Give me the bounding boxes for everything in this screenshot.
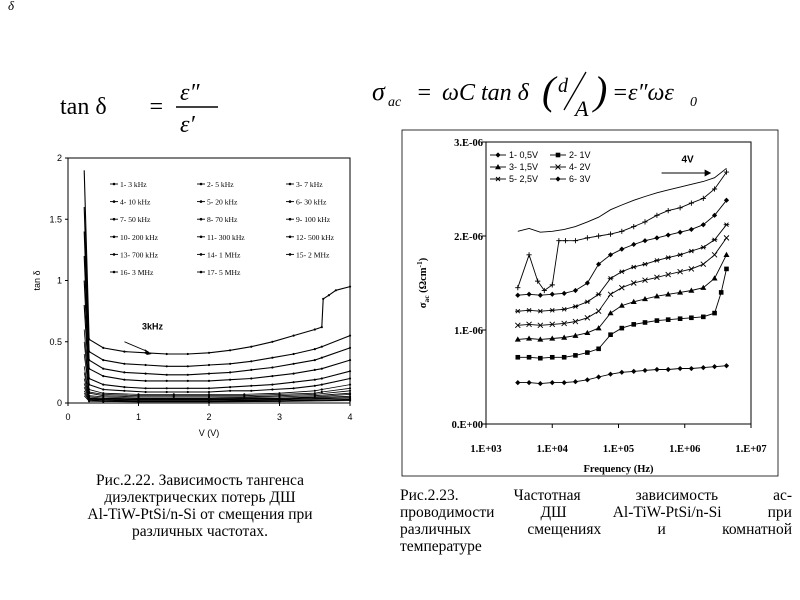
- caption-word: температуре: [400, 538, 482, 555]
- data-point: [145, 380, 147, 382]
- legend-label: 6- 30 kHz: [296, 197, 327, 207]
- y-axis-label-sup: -1: [415, 261, 424, 268]
- x-tick-label: 1.E+07: [735, 444, 767, 455]
- data-point: [145, 364, 147, 366]
- data-point: [187, 380, 189, 382]
- data-point: [166, 387, 168, 389]
- formula-omega-c: ωC tan δ: [442, 80, 529, 106]
- data-point: [666, 317, 671, 322]
- sigma-ac-chart: [400, 128, 780, 480]
- caption-word: Частотная: [513, 487, 581, 504]
- caption-word: ас-: [773, 487, 792, 504]
- data-point: [314, 328, 316, 330]
- caption-right-line-3: [400, 521, 792, 538]
- caption-word: комнатной: [722, 521, 792, 538]
- legend-marker: [113, 253, 116, 256]
- data-point: [596, 347, 601, 352]
- y-axis-label-main: σ: [418, 302, 429, 309]
- formula-denominator: ε′: [180, 112, 195, 138]
- data-point: [349, 400, 351, 402]
- data-point: [137, 401, 139, 403]
- data-point: [314, 390, 316, 392]
- data-point: [335, 289, 337, 291]
- x-tick-label: 2: [206, 412, 212, 422]
- data-point: [229, 363, 231, 365]
- data-point: [250, 369, 252, 371]
- formula-rhs: ε″ωε: [628, 80, 674, 106]
- legend-marker: [113, 218, 116, 221]
- data-point: [229, 390, 231, 392]
- data-point: [208, 373, 210, 375]
- caption-word: проводимости: [400, 504, 495, 521]
- legend-label: 8- 70 kHz: [207, 215, 238, 225]
- legend-marker: [113, 236, 116, 239]
- x-tick-label: 1: [135, 412, 142, 422]
- caption-word: и: [657, 521, 666, 538]
- data-point: [208, 352, 210, 354]
- legend-marker: [200, 218, 203, 221]
- data-point: [701, 315, 706, 320]
- legend-label: 10- 200 kHz: [120, 232, 158, 242]
- legend-label: 15- 2 MHz: [296, 250, 330, 260]
- legend-marker: [289, 218, 292, 221]
- formula-paren-open: (: [542, 68, 556, 113]
- data-point: [208, 391, 210, 393]
- x-axis-label: V (V): [198, 428, 220, 438]
- legend-label: 13- 700 kHz: [120, 250, 158, 260]
- formula-rhs-sub: 0: [690, 95, 697, 110]
- data-point: [145, 373, 147, 375]
- data-point: [314, 385, 316, 387]
- data-point: [166, 353, 168, 355]
- plot-border: [486, 142, 751, 424]
- legend-label: 6- 3V: [569, 174, 591, 184]
- data-point: [145, 391, 147, 393]
- formula-sigma: σ: [372, 77, 385, 106]
- data-point: [208, 387, 210, 389]
- caption-right-line-4: [400, 538, 792, 555]
- data-point: [208, 401, 210, 403]
- legend-label: 2- 1V: [569, 150, 591, 160]
- y-tick-label: 0.E+00: [451, 420, 483, 431]
- y-tick-label: 1.5: [49, 214, 62, 225]
- data-point: [187, 374, 189, 376]
- y-tick-label: 0.5: [49, 336, 62, 347]
- data-point: [123, 386, 125, 388]
- legend-marker: [289, 236, 292, 239]
- y-axis-label-sub: ac: [422, 295, 431, 303]
- legend-marker: [289, 200, 292, 203]
- data-point: [123, 371, 125, 373]
- data-point: [250, 346, 252, 348]
- y-axis-label: [415, 257, 431, 308]
- tan-delta-plot-frame: [68, 158, 350, 403]
- data-point: [724, 267, 729, 272]
- data-point: [278, 400, 280, 402]
- data-point: [321, 388, 323, 390]
- data-point: [173, 396, 175, 398]
- formula-sigma-ac: [372, 62, 702, 127]
- data-point: [293, 381, 295, 383]
- formula-numerator: ε″: [180, 80, 200, 106]
- data-point: [166, 391, 168, 393]
- data-point: [314, 369, 316, 371]
- legend-label: 11- 300 kHz: [207, 232, 245, 242]
- y-tick-label: 1: [56, 275, 62, 286]
- data-point: [102, 347, 104, 349]
- data-point: [88, 400, 90, 402]
- data-point: [349, 347, 351, 349]
- formula-a: A: [575, 96, 589, 121]
- caption-word: Al-TiW-PtSi/n-Si: [612, 504, 722, 521]
- data-point: [527, 355, 532, 360]
- data-point: [608, 332, 613, 337]
- data-point: [271, 341, 273, 343]
- data-point: [321, 384, 323, 386]
- data-point: [271, 375, 273, 377]
- caption-left-line: Al-TiW-PtSi/n-Si от смещения при: [87, 506, 313, 523]
- annotation-4v: 4V: [681, 154, 694, 166]
- data-point: [123, 379, 125, 381]
- data-point: [349, 370, 351, 372]
- data-point: [550, 355, 555, 360]
- data-point: [314, 379, 316, 381]
- caption-word: смещениях: [527, 521, 602, 538]
- legend-marker: [113, 183, 116, 186]
- formula-lhs: tan δ: [60, 94, 107, 120]
- data-point: [123, 351, 125, 353]
- x-tick-label: 1.E+04: [536, 444, 568, 455]
- data-point: [187, 387, 189, 389]
- caption-right-line-1: [400, 487, 792, 504]
- data-point: [123, 390, 125, 392]
- formula-d: d: [558, 75, 568, 97]
- legend-label: 3- 1,5V: [509, 162, 539, 172]
- data-point: [187, 365, 189, 367]
- data-point: [102, 388, 104, 390]
- data-point: [123, 363, 125, 365]
- data-point: [712, 311, 717, 316]
- data-point: [321, 346, 323, 348]
- legend-label: 16- 3 MHz: [120, 268, 154, 277]
- data-point: [328, 294, 330, 296]
- data-point: [562, 355, 567, 360]
- x-tick-label: 1.E+06: [669, 444, 701, 455]
- data-point: [102, 368, 104, 370]
- data-point: [631, 322, 636, 327]
- data-point: [166, 380, 168, 382]
- legend-label: 4- 2V: [569, 162, 591, 172]
- legend-label: 1- 3 kHz: [120, 180, 147, 189]
- corner-symbol: δ: [8, 0, 15, 13]
- legend-label: 5- 2,5V: [509, 174, 539, 184]
- legend-label: 7- 50 kHz: [120, 215, 151, 225]
- legend-marker: [289, 183, 292, 186]
- data-point: [349, 377, 351, 379]
- formula-sigma-ac-svg: [372, 62, 702, 122]
- data-point: [321, 368, 323, 370]
- data-point: [719, 290, 724, 295]
- caption-fig-2-23: [400, 487, 792, 555]
- data-point: [293, 373, 295, 375]
- data-point: [250, 360, 252, 362]
- data-point: [271, 384, 273, 386]
- data-point: [321, 326, 323, 328]
- data-point: [229, 386, 231, 388]
- x-tick-label: 3: [276, 412, 283, 422]
- caption-right-line-2: [400, 504, 792, 521]
- legend-marker: [200, 200, 203, 203]
- data-point: [250, 377, 252, 379]
- legend-label: 9- 100 kHz: [296, 215, 331, 225]
- legend-label: 12- 500 kHz: [296, 232, 334, 242]
- data-point: [145, 387, 147, 389]
- data-point: [102, 375, 104, 377]
- caption-left-line: диэлектрических потерь ДШ: [104, 489, 296, 506]
- data-point: [321, 377, 323, 379]
- formula-tan-delta: [60, 80, 230, 145]
- data-point: [314, 348, 316, 350]
- data-point: [349, 390, 351, 392]
- x-tick-label: 0: [65, 412, 71, 422]
- legend-label: 17- 5 MHz: [207, 268, 241, 277]
- data-point: [516, 355, 521, 360]
- data-point: [321, 357, 323, 359]
- data-point: [538, 356, 543, 361]
- formula-eq2: =: [612, 80, 629, 106]
- y-axis-label-unit: (Ωcm: [418, 267, 429, 296]
- data-point: [293, 363, 295, 365]
- data-point: [314, 359, 316, 361]
- data-point: [573, 353, 578, 358]
- legend-label: 5- 20 kHz: [207, 197, 238, 207]
- data-point: [689, 315, 694, 320]
- legend-marker: [289, 253, 292, 256]
- data-point: [349, 335, 351, 337]
- y-tick-label: 2: [56, 153, 62, 163]
- x-tick-label: 1.E+05: [602, 444, 635, 455]
- data-point: [293, 353, 295, 355]
- x-axis-label: Frequency (Hz): [583, 464, 654, 475]
- data-point: [678, 316, 683, 321]
- legend-marker: [200, 253, 203, 256]
- caption-word: зависимость: [635, 487, 719, 504]
- annotation-3khz: 3kHz: [142, 321, 164, 332]
- data-point: [229, 379, 231, 381]
- y-tick-label: 1.E-06: [454, 326, 483, 337]
- legend-marker: [113, 200, 116, 203]
- caption-fig-2-22: [55, 472, 345, 540]
- data-point: [229, 371, 231, 373]
- data-point: [208, 364, 210, 366]
- data-point: [187, 391, 189, 393]
- data-point: [349, 286, 351, 288]
- legend-marker: [200, 236, 203, 239]
- legend-label: 14- 1 MHz: [207, 250, 241, 260]
- data-point: [293, 335, 295, 337]
- y-axis-label-close: ): [418, 257, 429, 262]
- data-point: [250, 390, 252, 392]
- caption-left-line: Рис.2.22. Зависимость тангенса: [96, 472, 304, 489]
- legend-marker: [556, 153, 561, 158]
- y-axis-label: tan δ: [32, 270, 42, 291]
- formula-eq1: =: [416, 80, 433, 106]
- data-point: [208, 380, 210, 382]
- formula-tan-delta-svg: [60, 80, 230, 140]
- data-point: [102, 400, 104, 402]
- y-tick-label: 0: [56, 398, 62, 408]
- legend-label: 2- 5 kHz: [207, 180, 234, 189]
- data-point: [349, 387, 351, 389]
- data-point: [349, 384, 351, 386]
- data-point: [271, 388, 273, 390]
- y-tick-label: 2.E-06: [454, 232, 483, 243]
- tan-delta-chart: [30, 148, 360, 448]
- caption-word: различных: [400, 521, 472, 538]
- plot-border: [68, 158, 350, 403]
- caption-word: при: [767, 504, 792, 521]
- legend-label: 3- 7 kHz: [296, 180, 323, 189]
- data-point: [585, 350, 590, 355]
- data-point: [229, 349, 231, 351]
- x-tick-label: 1.E+03: [470, 444, 502, 455]
- formula-paren-close: ): [594, 68, 608, 113]
- data-point: [166, 374, 168, 376]
- data-point: [293, 387, 295, 389]
- caption-left-line: различных частотах.: [131, 523, 269, 540]
- formula-sigma-sub: ac: [388, 95, 402, 110]
- data-point: [102, 384, 104, 386]
- data-point: [620, 326, 625, 331]
- legend-marker: [200, 271, 203, 274]
- legend-marker: [200, 183, 203, 186]
- y-tick-label: 3.E-06: [454, 138, 483, 149]
- data-point: [655, 318, 660, 323]
- caption-word: ДШ: [540, 504, 567, 521]
- legend-label: 4- 10 kHz: [120, 197, 151, 207]
- formula-equals: =: [148, 94, 165, 120]
- data-point: [349, 359, 351, 361]
- data-point: [271, 357, 273, 359]
- data-point: [102, 359, 104, 361]
- data-point: [187, 353, 189, 355]
- data-point: [321, 391, 323, 393]
- legend-label: 1- 0,5V: [509, 150, 539, 160]
- caption-word: Рис.2.23.: [400, 487, 459, 504]
- legend-marker: [113, 271, 116, 274]
- data-point: [250, 385, 252, 387]
- data-point: [322, 298, 324, 300]
- data-point: [349, 393, 351, 395]
- data-point: [166, 365, 168, 367]
- data-point: [643, 320, 648, 325]
- x-tick-label: 4: [347, 412, 353, 422]
- data-point: [271, 366, 273, 368]
